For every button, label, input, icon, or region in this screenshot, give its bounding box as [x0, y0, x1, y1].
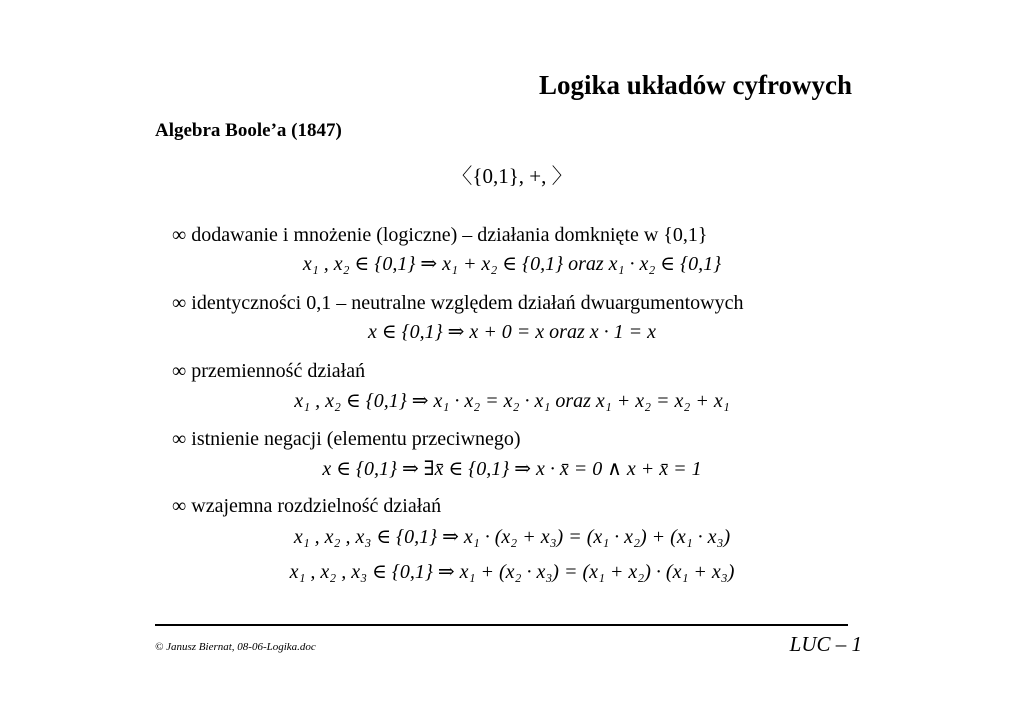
infinity-bullet-icon: ∞ — [172, 428, 187, 450]
infinity-bullet-icon: ∞ — [172, 292, 187, 314]
formula-distributivity-1: x₁ , x₂ , x₃ ∈ {0,1} ⇒ x₁ · (x₂ + x₃) = (x₁ · x₂) + (x₁ · x₃) — [293, 526, 731, 548]
formula-closure: x₁ , x₂ ∈ {0,1} ⇒ x₁ + x₂ ∈ {0,1} oraz x₁ · x₂ ∈ {0,1} — [302, 253, 722, 275]
item-text: wzajemna rozdzielność działań — [191, 495, 442, 517]
footer-divider — [155, 624, 848, 626]
item-text: istnienie negacji (elementu przeciwnego) — [191, 428, 521, 450]
infinity-bullet-icon: ∞ — [172, 360, 187, 382]
item-text: przemienność działań — [191, 360, 366, 382]
algebra-signature: 〈{0,1}, +, 〉 — [451, 164, 573, 188]
formula-distributivity-2: x₁ , x₂ , x₃ ∈ {0,1} ⇒ x₁ + (x₂ · x₃) = (x₁ + x₂) · (x₁ + x₃) — [289, 561, 735, 583]
list-item-distributivity — [172, 495, 441, 518]
section-heading: Algebra Boole’a (1847) — [155, 120, 342, 141]
footer-page-label: LUC – 1 — [789, 632, 862, 656]
item-text: identyczności 0,1 – neutralne względem działań dwuargumentowych — [191, 292, 744, 314]
formula-negation: x ∈ {0,1} ⇒ ∃x̄ ∈ {0,1} ⇒ x · x̄ = 0 ∧ x + x̄ = 1 — [322, 458, 702, 480]
footer-copyright: © Janusz Biernat, 08-06-Logika.doc — [155, 641, 316, 653]
page-title: Logika układów cyfrowych — [538, 70, 852, 100]
infinity-bullet-icon: ∞ — [172, 224, 187, 246]
formula-identity: x ∈ {0,1} ⇒ x + 0 = x oraz x · 1 = x — [368, 321, 656, 343]
formula-commutativity: x₁ , x₂ ∈ {0,1} ⇒ x₁ · x₂ = x₂ · x₁ oraz x₁ + x₂ = x₂ + x₁ — [294, 390, 730, 412]
list-item-negation — [172, 428, 521, 451]
list-item-identity — [172, 292, 744, 315]
infinity-bullet-icon: ∞ — [172, 495, 187, 517]
item-text: dodawanie i mnożenie (logiczne) – działania domknięte w {0,1} — [191, 224, 708, 246]
list-item-closure — [172, 224, 708, 247]
list-item-commutativity — [172, 360, 365, 383]
